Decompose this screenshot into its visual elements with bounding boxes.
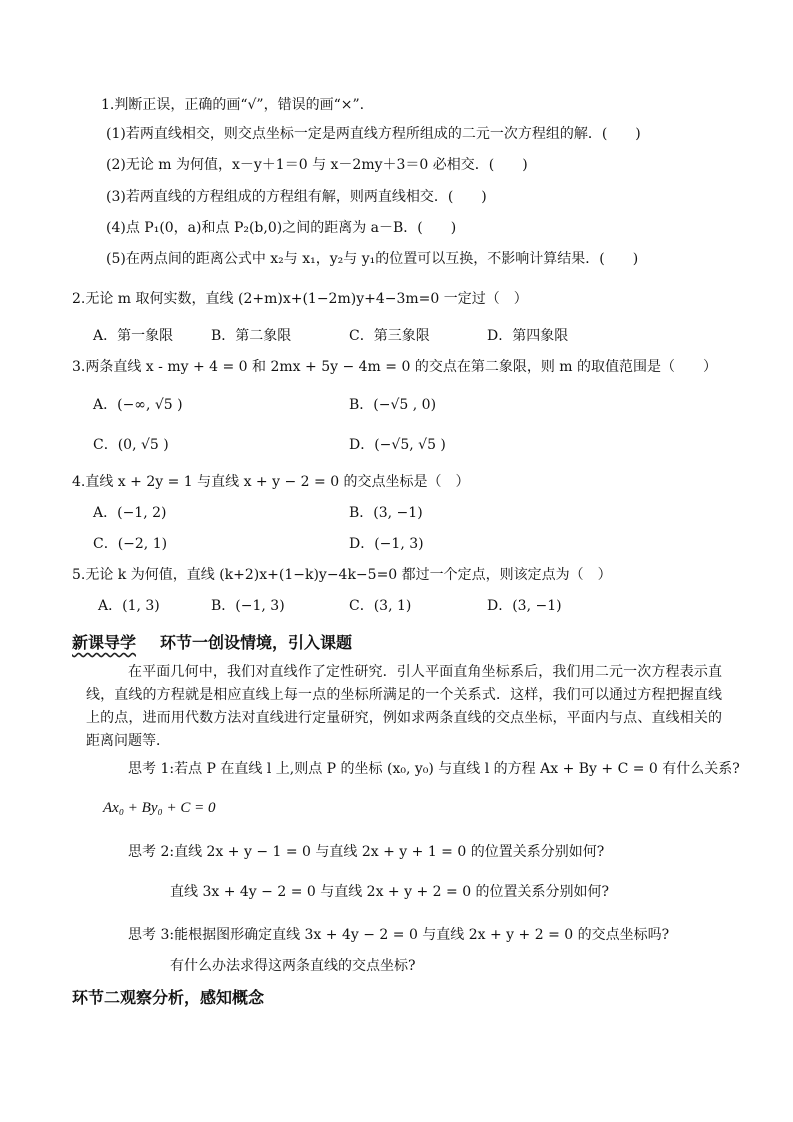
q3-option-b: B．(−√5 , 0) — [349, 397, 437, 413]
q3-stem: 3.两条直线 x - my + 4 = 0 和 2mx + 5y − 4m = 0 的交点在第二象限，则 m 的取值范围是（ ） — [72, 359, 717, 375]
q1-item-5: (5)在两点间的距离公式中 x₂与 x₁，y₂与 y₁的位置可以互换，不影响计算结果．( ) — [106, 251, 639, 267]
q5-option-d: D．(3, −1) — [487, 598, 562, 614]
q2-option-a: A．第一象限 — [93, 328, 174, 344]
think3-line2: 有什么办法求得这两条直线的交点坐标? — [170, 958, 416, 974]
q5-option-b: B．(−1, 3) — [211, 598, 285, 614]
q4-option-c: C．(−2, 1) — [93, 536, 168, 552]
q5-option-a: A．(1, 3) — [98, 598, 160, 614]
q1-item-1: (1)若两直线相交，则交点坐标一定是两直线方程所组成的二元一次方程组的解．( ) — [106, 126, 641, 142]
q1-item-4: (4)点 P₁(0，a)和点 P₂(b,0)之间的距离为 a－B．( ) — [106, 220, 457, 236]
section2-heading: 环节二观察分析，感知概念 — [72, 988, 265, 1007]
q5-stem: 5.无论 k 为何值，直线 (k+2)x+(1−k)y−4k−5=0 都过一个定点，则该定点为（ ） — [72, 567, 612, 583]
q1-item-3: (3)若两直线的方程组成的方程组有解，则两直线相交．( ) — [106, 189, 487, 205]
think2-line1: 思考 2:直线 2x + y − 1 = 0 与直线 2x + y + 1 = 0 的位置关系分别如何? — [128, 844, 605, 860]
q4-option-d: D．(−1, 3) — [349, 536, 424, 552]
q3-option-c: C．(0, √5 ) — [93, 437, 169, 453]
think2-line2: 直线 3x + 4y − 2 = 0 与直线 2x + y + 2 = 0 的位置关系分别如何? — [170, 884, 610, 900]
q2-stem: 2.无论 m 取何实数，直线 (2+m)x+(1−2m)y+4−3m=0 一定过（ ） — [72, 291, 528, 307]
q5-option-c: C．(3, 1) — [349, 598, 412, 614]
q2-option-b: B．第二象限 — [211, 328, 292, 344]
think3-line1: 思考 3:能根据图形确定直线 3x + 4y − 2 = 0 与直线 2x + y + 2 = 0 的交点坐标吗? — [128, 927, 670, 943]
q2-option-d: D．第四象限 — [487, 328, 569, 344]
q2-option-c: C．第三象限 — [349, 328, 430, 344]
intro-paragraph: 在平面几何中，我们对直线作了定性研究．引人平面直角坐标系后，我们用二元一次方程表示直线，直线的方程就是相应直线上每一点的坐标所满足的一个关系式．这样，我们可以通过方程把握直线上的点，进而用代数方法对直线进行定量研究，例如求两条直线的交点坐标，平面内与点、直线相关的距离问题等． — [86, 664, 722, 749]
q3-option-d: D．(−√5, √5 ) — [349, 437, 446, 453]
q4-option-a: A．(−1, 2) — [93, 505, 167, 521]
think1-text: 思考 1:若点 P 在直线 l 上,则点 P 的坐标 (x₀, y₀) 与直线 l 的方程 Ax + By + C = 0 有什么关系? — [128, 761, 740, 777]
section1-title: 环节一创设情境，引入课题 — [160, 633, 353, 652]
section1-heading — [72, 633, 352, 653]
q3-option-a: A．(−∞, √5 ) — [93, 397, 183, 413]
q1-item-2: (2)无论 m 为何值，x－y＋1＝0 与 x－2my＋3＝0 必相交．( ) — [106, 157, 528, 173]
q1-intro: 1.判断正误，正确的画“√”，错误的画“×”. — [101, 97, 365, 113]
section1-label: 新课导学 — [72, 633, 137, 652]
q4-option-b: B．(3, −1) — [349, 505, 423, 521]
think1-answer: Ax₀ + By₀ + C = 0 — [103, 800, 216, 816]
q4-stem: 4.直线 x + 2y = 1 与直线 x + y − 2 = 0 的交点坐标是（ ） — [72, 474, 470, 490]
